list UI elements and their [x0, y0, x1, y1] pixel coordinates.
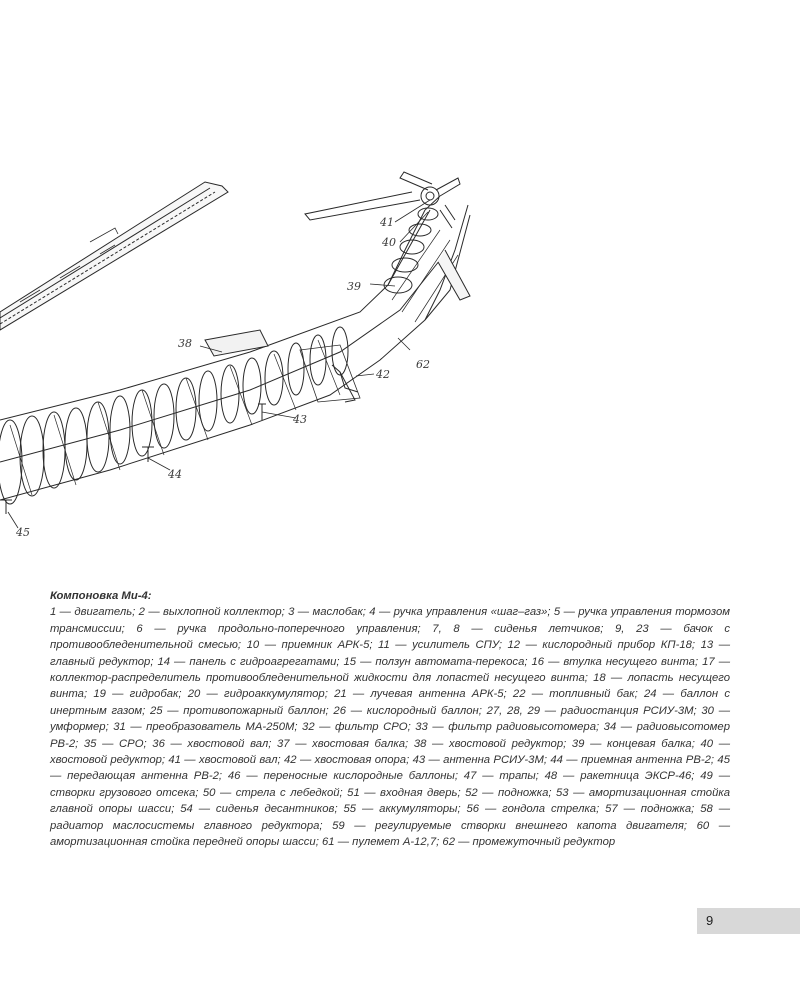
callout-41: 41: [380, 216, 394, 229]
callout-62: 62: [416, 358, 430, 371]
callout-40: 40: [382, 236, 396, 249]
caption-legend: 1 — двигатель; 2 — выхлопной коллектор; 3 — маслобак; 4 — ручка управления «шаг–газ»; 5 — ручка управления тормозом трансмиссии; 6 — ручка продольно-поперечного управления; 7, 8 — сиденья летчиков; 9, 23 — бачок с противообледенительной смесью; 10 — приемник АРК-5; 11 — усилитель СПУ; 12 — кислородный прибор КП-18; 13 — главный редуктор; 14 — панель с гидроагрегатами; 15 — ползун автомата-перекоса; 16 — втулка несущего винта; 17 — коллектор-распределитель противообледенительной жидкости для лопастей несущего винта; 18 — лопасть несущего винта; 19 — гидробак; 20 — гидроаккумулятор; 21 — лучевая антенна АРК-5; 22 — топливный бак; 24 — баллон с инертным газом; 25 — противопожарный баллон; 26 — кислородный баллон; 27, 28, 29 — радиостанция РСИУ-3М; 30 — умформер; 31 — преобразователь МА-250М; 32 — фильтр СРО; 33 — фильтр радиовысотомера; 34 — радиовысотомер РВ-2; 35 — СРО; 36 — хвостовой вал; 37 — хвостовая балка; 38 — хвостовой редуктор; 39 — концевая балка; 40 — хвостовой редуктор; 41 — хвостовой вал; 42 — хвостовая опора; 43 — антенна РСИУ-3М; 44 — приемная антенна РВ-2; 45 — передающая антенна РВ-2; 46 — переносные кислородные баллоны; 47 — трапы; 48 — ракетница ЭКСР-46; 49 — створки грузового отсека; 50 — стрела с лебедкой; 51 — входная дверь; 52 — подножка; 53 — амортизационная стойка главной опоры шасси; 54 — сиденья десантников; 55 — аккумуляторы; 56 — гондола стрелка; 57 — подножка; 58 — радиатор маслосистемы главного редуктора; 59 — регулируемые створки внешнего капота двигателя; 60 — амортизационная стойка передней опоры шасси; 61 — пулемет А-12,7; 62 — промежуточный редуктор: [50, 606, 730, 849]
rotor-blade: [0, 182, 228, 330]
page-number: 9: [706, 913, 714, 928]
tail-boom: [0, 210, 470, 504]
helicopter-tail-boom-drawing: [0, 160, 800, 550]
figure-caption: [50, 588, 730, 851]
leader-lines: [8, 200, 430, 528]
page-number-band: [697, 908, 800, 934]
callout-43: 43: [293, 413, 307, 426]
callout-38: 38: [178, 337, 192, 350]
callout-44: 44: [168, 468, 182, 481]
callout-42: 42: [376, 368, 390, 381]
callout-45: 45: [16, 526, 30, 539]
callout-39: 39: [347, 280, 361, 293]
caption-title: Компоновка Ми-4:: [50, 590, 152, 602]
